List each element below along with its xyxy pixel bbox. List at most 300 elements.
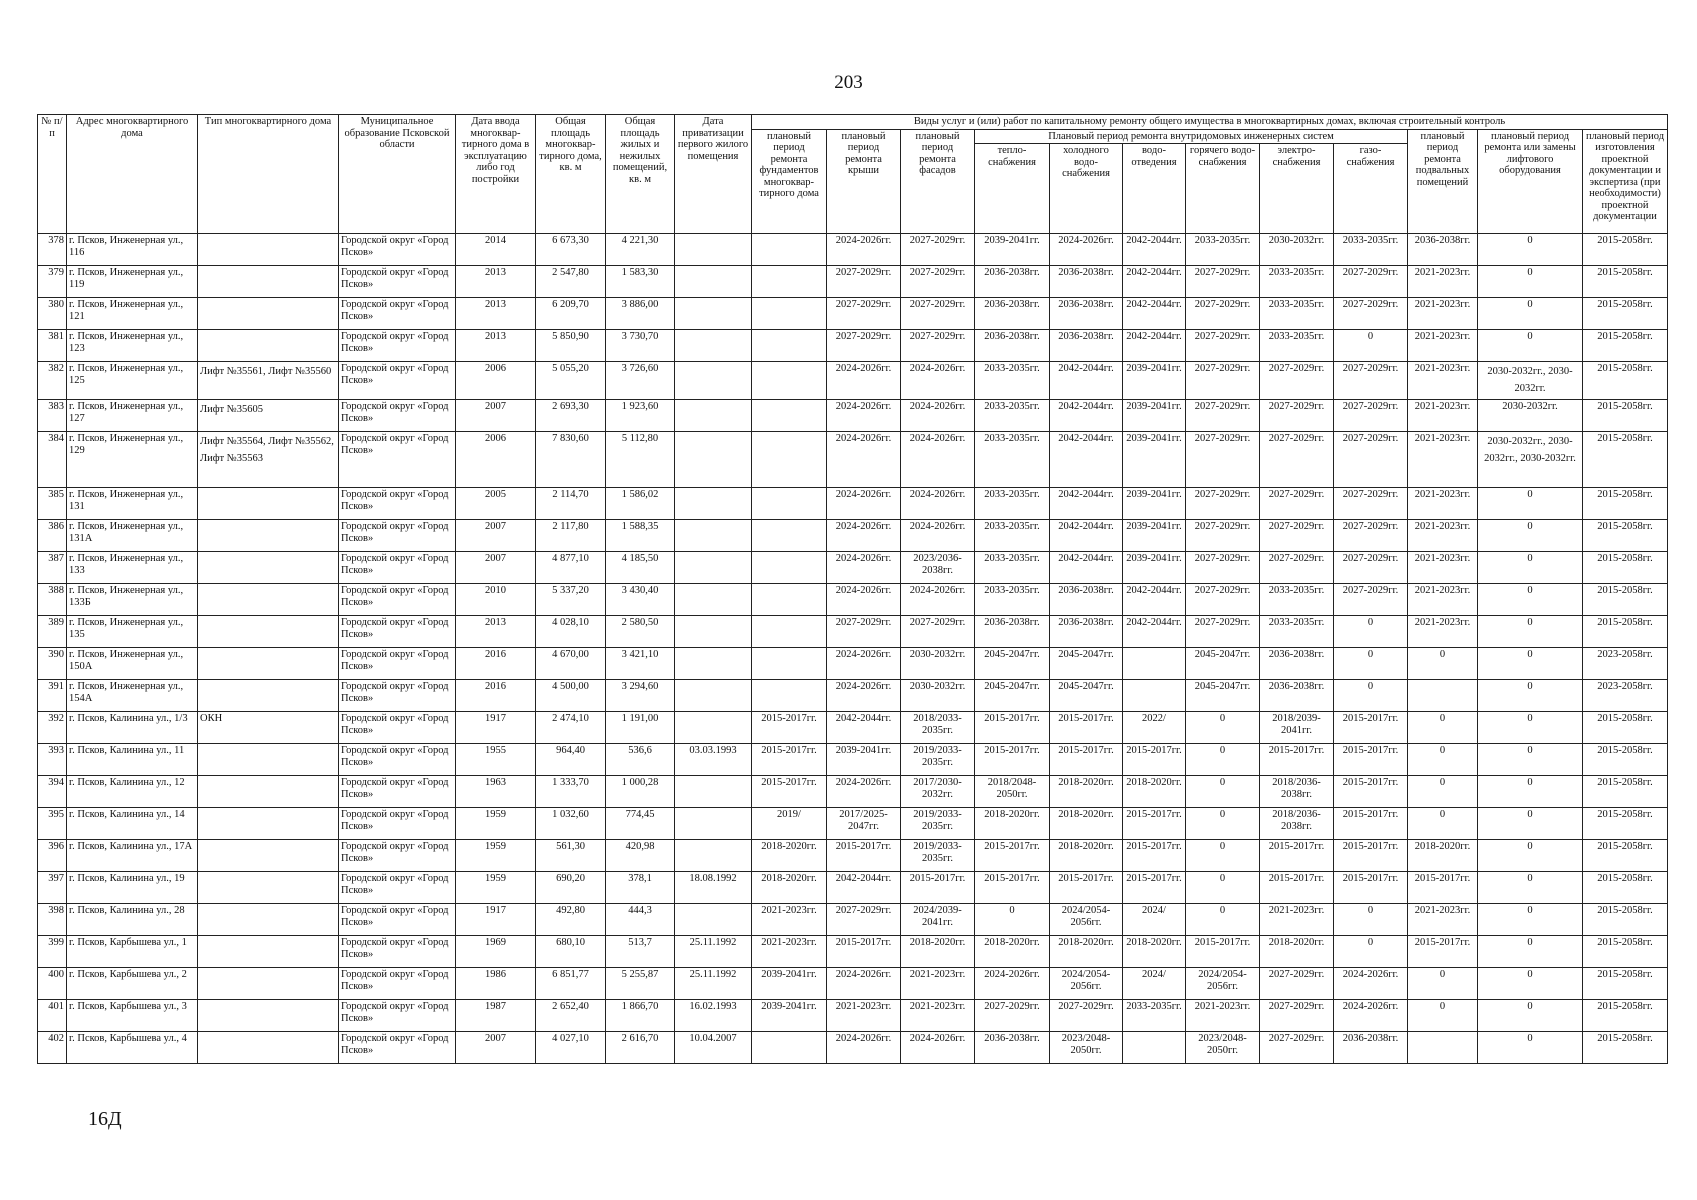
cell-gas: 2015-2017гг. [1334,712,1408,744]
cell-cold-water: 2042-2044гг. [1050,362,1123,400]
cell-facade: 2017/2030-2032гг. [901,776,975,808]
cell-total-area: 2 474,10 [536,712,606,744]
cell-basement: 2021-2023гг. [1408,400,1478,432]
cell-elevator: 2030-2032гг., 2030-2032гг. [1478,362,1583,400]
cell-total-area: 1 333,70 [536,776,606,808]
cell-address: г. Псков, Инженерная ул., 150А [67,648,198,680]
cell-cold-water: 2015-2017гг. [1050,872,1123,904]
header-address: Адрес многоквартирного дома [67,115,198,234]
cell-roof: 2042-2044гг. [827,872,901,904]
cell-facade: 2021-2023гг. [901,1000,975,1032]
cell-hot-water: 2027-2029гг. [1186,520,1260,552]
cell-heat: 0 [975,904,1050,936]
cell-facade: 2018-2020гг. [901,936,975,968]
cell-electric: 2027-2029гг. [1260,552,1334,584]
cell-num: 388 [38,584,67,616]
cell-hot-water: 2027-2029гг. [1186,552,1260,584]
cell-num: 392 [38,712,67,744]
cell-foundation [752,298,827,330]
cell-elevator: 0 [1478,904,1583,936]
header-num: № п/п [38,115,67,234]
cell-cold-water: 2036-2038гг. [1050,330,1123,362]
cell-total-area: 5 337,20 [536,584,606,616]
header-gas: газо-снабжения [1334,144,1408,234]
cell-roof: 2039-2041гг. [827,744,901,776]
cell-address: г. Псков, Инженерная ул., 154А [67,680,198,712]
cell-basement [1408,680,1478,712]
cell-privatization: 25.11.1992 [675,968,752,1000]
cell-total-area: 2 117,80 [536,520,606,552]
cell-gas: 2027-2029гг. [1334,552,1408,584]
cell-foundation [752,362,827,400]
cell-sewer: 2039-2041гг. [1123,432,1186,488]
cell-type [198,776,339,808]
cell-privatization [675,400,752,432]
header-municipality: Муниципальное образование Псковской области [339,115,456,234]
cell-elevator: 0 [1478,808,1583,840]
cell-hot-water: 2045-2047гг. [1186,648,1260,680]
cell-heat: 2033-2035гг. [975,400,1050,432]
cell-type [198,520,339,552]
header-facade: плановый период ремонта фасадов [901,129,975,234]
cell-roof: 2024-2026гг. [827,362,901,400]
cell-documentation: 2015-2058гг. [1583,840,1668,872]
cell-heat: 2015-2017гг. [975,744,1050,776]
cell-year: 1969 [456,936,536,968]
cell-hot-water: 2015-2017гг. [1186,936,1260,968]
cell-roof: 2021-2023гг. [827,1000,901,1032]
header-cold-water: холодного водо-снабжения [1050,144,1123,234]
cell-hot-water: 0 [1186,744,1260,776]
cell-heat: 2033-2035гг. [975,362,1050,400]
cell-sewer: 2015-2017гг. [1123,840,1186,872]
cell-roof: 2024-2026гг. [827,234,901,266]
cell-elevator: 0 [1478,840,1583,872]
cell-electric: 2027-2029гг. [1260,362,1334,400]
cell-heat: 2033-2035гг. [975,432,1050,488]
cell-gas: 2027-2029гг. [1334,400,1408,432]
cell-hot-water: 2027-2029гг. [1186,616,1260,648]
cell-roof: 2024-2026гг. [827,776,901,808]
cell-basement: 0 [1408,968,1478,1000]
cell-elevator: 0 [1478,330,1583,362]
cell-municipality: Городской округ «Город Псков» [339,432,456,488]
cell-documentation: 2015-2058гг. [1583,266,1668,298]
cell-year: 1986 [456,968,536,1000]
cell-living-area: 3 421,10 [606,648,675,680]
cell-sewer [1123,680,1186,712]
cell-gas: 2015-2017гг. [1334,872,1408,904]
cell-gas: 2027-2029гг. [1334,432,1408,488]
cell-elevator: 0 [1478,234,1583,266]
cell-documentation: 2015-2058гг. [1583,330,1668,362]
cell-hot-water: 2033-2035гг. [1186,234,1260,266]
header-total-area: Общая площадь многоквар-тирного дома, кв. м [536,115,606,234]
cell-type [198,488,339,520]
capital-repair-register-table [37,114,1668,1064]
cell-elevator: 0 [1478,520,1583,552]
cell-foundation [752,520,827,552]
cell-address: г. Псков, Инженерная ул., 121 [67,298,198,330]
cell-sewer: 2033-2035гг. [1123,1000,1186,1032]
cell-facade: 2019/2033-2035гг. [901,808,975,840]
cell-type [198,1000,339,1032]
cell-municipality: Городской округ «Город Псков» [339,968,456,1000]
cell-cold-water: 2018-2020гг. [1050,776,1123,808]
cell-gas: 2024-2026гг. [1334,968,1408,1000]
cell-hot-water: 0 [1186,904,1260,936]
cell-privatization: 18.08.1992 [675,872,752,904]
table-row [38,776,1668,808]
cell-heat: 2033-2035гг. [975,520,1050,552]
cell-address: г. Псков, Инженерная ул., 119 [67,266,198,298]
cell-electric: 2018/2036-2038гг. [1260,776,1334,808]
cell-sewer: 2024/ [1123,968,1186,1000]
cell-foundation [752,432,827,488]
cell-roof: 2024-2026гг. [827,968,901,1000]
cell-privatization [675,298,752,330]
cell-heat: 2018-2020гг. [975,808,1050,840]
cell-roof: 2024-2026гг. [827,680,901,712]
cell-municipality: Городской округ «Город Псков» [339,1000,456,1032]
cell-roof: 2024-2026гг. [827,432,901,488]
cell-heat: 2015-2017гг. [975,840,1050,872]
cell-foundation [752,648,827,680]
cell-municipality: Городской округ «Город Псков» [339,840,456,872]
page-number: 203 [834,72,863,93]
cell-year: 2013 [456,298,536,330]
cell-electric: 2027-2029гг. [1260,432,1334,488]
cell-year: 1987 [456,1000,536,1032]
header-documentation: плановый период изготовления проектной документации и экспертиза (при необходимости) проектной документации [1583,129,1668,234]
cell-privatization: 16.02.1993 [675,1000,752,1032]
cell-year: 2006 [456,432,536,488]
cell-documentation: 2015-2058гг. [1583,432,1668,488]
cell-sewer: 2042-2044гг. [1123,234,1186,266]
cell-type: Лифт №35561, Лифт №35560 [198,362,339,400]
cell-gas: 2015-2017гг. [1334,744,1408,776]
cell-foundation: 2018-2020гг. [752,872,827,904]
cell-electric: 2033-2035гг. [1260,584,1334,616]
cell-facade: 2027-2029гг. [901,330,975,362]
header-roof: плановый период ремонта крыши [827,129,901,234]
cell-privatization [675,362,752,400]
cell-electric: 2033-2035гг. [1260,266,1334,298]
cell-municipality: Городской округ «Город Псков» [339,400,456,432]
cell-type [198,584,339,616]
cell-basement: 2018-2020гг. [1408,840,1478,872]
cell-documentation: 2015-2058гг. [1583,936,1668,968]
cell-type [198,330,339,362]
cell-privatization: 10.04.2007 [675,1032,752,1064]
header-living-area: Общая площадь жилых и нежилых помещений, кв. м [606,115,675,234]
cell-privatization [675,266,752,298]
header-commission-date: Дата ввода многоквар-тирного дома в эксплуатацию либо год постройки [456,115,536,234]
cell-num: 390 [38,648,67,680]
cell-electric: 2021-2023гг. [1260,904,1334,936]
cell-num: 402 [38,1032,67,1064]
cell-privatization [675,680,752,712]
cell-electric: 2036-2038гг. [1260,648,1334,680]
table-row [38,744,1668,776]
cell-cold-water: 2015-2017гг. [1050,744,1123,776]
cell-year: 1917 [456,712,536,744]
cell-num: 383 [38,400,67,432]
cell-foundation [752,1032,827,1064]
footer-code: 16Д [88,1108,122,1130]
cell-facade: 2024-2026гг. [901,488,975,520]
cell-facade: 2024-2026гг. [901,584,975,616]
cell-year: 1959 [456,840,536,872]
cell-elevator: 0 [1478,712,1583,744]
cell-gas: 2015-2017гг. [1334,840,1408,872]
cell-heat: 2045-2047гг. [975,680,1050,712]
cell-municipality: Городской округ «Город Псков» [339,552,456,584]
cell-privatization [675,584,752,616]
cell-num: 386 [38,520,67,552]
cell-documentation: 2015-2058гг. [1583,744,1668,776]
cell-hot-water: 2027-2029гг. [1186,298,1260,330]
header-heat: тепло-снабжения [975,144,1050,234]
cell-basement: 0 [1408,744,1478,776]
cell-total-area: 6 209,70 [536,298,606,330]
cell-year: 1959 [456,808,536,840]
cell-year: 2013 [456,330,536,362]
cell-type [198,234,339,266]
cell-roof: 2042-2044гг. [827,712,901,744]
cell-electric: 2018/2036-2038гг. [1260,808,1334,840]
cell-type: Лифт №35605 [198,400,339,432]
cell-sewer: 2039-2041гг. [1123,488,1186,520]
cell-facade: 2027-2029гг. [901,616,975,648]
cell-cold-water: 2042-2044гг. [1050,552,1123,584]
cell-year: 1917 [456,904,536,936]
cell-total-area: 4 500,00 [536,680,606,712]
cell-documentation: 2015-2058гг. [1583,400,1668,432]
cell-total-area: 7 830,60 [536,432,606,488]
cell-facade: 2027-2029гг. [901,234,975,266]
cell-living-area: 774,45 [606,808,675,840]
cell-roof: 2024-2026гг. [827,488,901,520]
cell-basement: 0 [1408,1000,1478,1032]
table-row [38,520,1668,552]
cell-address: г. Псков, Инженерная ул., 133Б [67,584,198,616]
table-row [38,712,1668,744]
cell-heat: 2015-2017гг. [975,872,1050,904]
cell-basement: 2015-2017гг. [1408,936,1478,968]
cell-facade: 2024-2026гг. [901,520,975,552]
cell-basement: 2021-2023гг. [1408,362,1478,400]
cell-gas: 2015-2017гг. [1334,776,1408,808]
table-row [38,552,1668,584]
cell-living-area: 3 294,60 [606,680,675,712]
cell-type: ОКН [198,712,339,744]
cell-elevator: 0 [1478,552,1583,584]
cell-gas: 0 [1334,936,1408,968]
cell-privatization [675,776,752,808]
cell-hot-water: 2027-2029гг. [1186,400,1260,432]
cell-sewer: 2018-2020гг. [1123,776,1186,808]
cell-privatization [675,488,752,520]
cell-living-area: 444,3 [606,904,675,936]
cell-total-area: 680,10 [536,936,606,968]
cell-facade: 2023/2036-2038гг. [901,552,975,584]
cell-privatization [675,234,752,266]
cell-address: г. Псков, Калинина ул., 12 [67,776,198,808]
cell-hot-water: 2045-2047гг. [1186,680,1260,712]
header-basement: плановый период ремонта подвальных помещений [1408,129,1478,234]
cell-gas: 2027-2029гг. [1334,266,1408,298]
cell-cold-water: 2036-2038гг. [1050,266,1123,298]
table-row [38,808,1668,840]
cell-roof: 2027-2029гг. [827,330,901,362]
cell-num: 385 [38,488,67,520]
cell-address: г. Псков, Калинина ул., 17А [67,840,198,872]
cell-elevator: 0 [1478,1032,1583,1064]
cell-sewer: 2039-2041гг. [1123,362,1186,400]
cell-total-area: 690,20 [536,872,606,904]
cell-documentation: 2015-2058гг. [1583,1032,1668,1064]
cell-foundation [752,488,827,520]
cell-sewer: 2015-2017гг. [1123,808,1186,840]
header-hot-water: горячего водо-снабжения [1186,144,1260,234]
cell-sewer: 2039-2041гг. [1123,520,1186,552]
cell-num: 378 [38,234,67,266]
cell-num: 397 [38,872,67,904]
table-row [38,234,1668,266]
cell-cold-water: 2018-2020гг. [1050,936,1123,968]
cell-type [198,552,339,584]
cell-year: 1955 [456,744,536,776]
cell-privatization [675,712,752,744]
cell-elevator: 0 [1478,968,1583,1000]
cell-living-area: 420,98 [606,840,675,872]
cell-foundation [752,234,827,266]
cell-foundation: 2039-2041гг. [752,1000,827,1032]
cell-sewer: 2039-2041гг. [1123,552,1186,584]
cell-municipality: Городской округ «Город Псков» [339,680,456,712]
cell-total-area: 2 547,80 [536,266,606,298]
cell-living-area: 3 430,40 [606,584,675,616]
cell-gas: 0 [1334,904,1408,936]
cell-municipality: Городской округ «Город Псков» [339,362,456,400]
cell-heat: 2036-2038гг. [975,298,1050,330]
cell-roof: 2024-2026гг. [827,648,901,680]
cell-sewer [1123,648,1186,680]
cell-municipality: Городской округ «Город Псков» [339,616,456,648]
cell-type [198,298,339,330]
header-foundation: плановый период ремонта фундаментов многоквар-тирного дома [752,129,827,234]
cell-cold-water: 2024/2054-2056гг. [1050,904,1123,936]
cell-num: 396 [38,840,67,872]
cell-sewer [1123,1032,1186,1064]
cell-num: 384 [38,432,67,488]
cell-num: 379 [38,266,67,298]
header-privatization-date: Дата приватизации первого жилого помещения [675,115,752,234]
cell-address: г. Псков, Карбышева ул., 2 [67,968,198,1000]
cell-municipality: Городской округ «Город Псков» [339,488,456,520]
cell-address: г. Псков, Инженерная ул., 131А [67,520,198,552]
cell-facade: 2027-2029гг. [901,266,975,298]
cell-documentation: 2015-2058гг. [1583,488,1668,520]
cell-foundation: 2019/ [752,808,827,840]
cell-hot-water: 0 [1186,776,1260,808]
cell-roof: 2027-2029гг. [827,266,901,298]
cell-total-area: 5 055,20 [536,362,606,400]
cell-basement: 2021-2023гг. [1408,616,1478,648]
cell-sewer: 2022/ [1123,712,1186,744]
cell-elevator: 2030-2032гг., 2030-2032гг., 2030-2032гг. [1478,432,1583,488]
cell-elevator: 0 [1478,776,1583,808]
cell-privatization [675,648,752,680]
cell-basement [1408,1032,1478,1064]
cell-cold-water: 2045-2047гг. [1050,680,1123,712]
table-row [38,680,1668,712]
cell-living-area: 4 221,30 [606,234,675,266]
cell-documentation: 2023-2058гг. [1583,680,1668,712]
cell-documentation: 2015-2058гг. [1583,520,1668,552]
cell-living-area: 3 886,00 [606,298,675,330]
cell-documentation: 2015-2058гг. [1583,904,1668,936]
cell-foundation [752,552,827,584]
cell-elevator: 0 [1478,872,1583,904]
cell-total-area: 4 877,10 [536,552,606,584]
cell-hot-water: 2027-2029гг. [1186,432,1260,488]
cell-electric: 2015-2017гг. [1260,744,1334,776]
cell-address: г. Псков, Инженерная ул., 135 [67,616,198,648]
cell-foundation [752,616,827,648]
cell-documentation: 2015-2058гг. [1583,584,1668,616]
cell-living-area: 1 923,60 [606,400,675,432]
cell-facade: 2024-2026гг. [901,432,975,488]
cell-basement: 2021-2023гг. [1408,904,1478,936]
cell-cold-water: 2036-2038гг. [1050,298,1123,330]
cell-foundation: 2021-2023гг. [752,904,827,936]
cell-address: г. Псков, Калинина ул., 19 [67,872,198,904]
cell-sewer: 2039-2041гг. [1123,400,1186,432]
table-row [38,648,1668,680]
header-type: Тип многоквартирного дома [198,115,339,234]
cell-roof: 2024-2026гг. [827,552,901,584]
cell-gas: 2027-2029гг. [1334,488,1408,520]
cell-sewer: 2024/ [1123,904,1186,936]
cell-living-area: 3 730,70 [606,330,675,362]
cell-cold-water: 2015-2017гг. [1050,712,1123,744]
cell-sewer: 2042-2044гг. [1123,616,1186,648]
cell-cold-water: 2036-2038гг. [1050,584,1123,616]
cell-living-area: 5 255,87 [606,968,675,1000]
cell-address: г. Псков, Инженерная ул., 127 [67,400,198,432]
cell-documentation: 2015-2058гг. [1583,776,1668,808]
cell-living-area: 513,7 [606,936,675,968]
cell-year: 2007 [456,552,536,584]
cell-foundation: 2015-2017гг. [752,712,827,744]
cell-roof: 2024-2026гг. [827,1032,901,1064]
cell-year: 2010 [456,584,536,616]
cell-year: 2006 [456,362,536,400]
cell-year: 2014 [456,234,536,266]
cell-total-area: 2 114,70 [536,488,606,520]
cell-electric: 2027-2029гг. [1260,1032,1334,1064]
cell-living-area: 1 583,30 [606,266,675,298]
cell-address: г. Псков, Калинина ул., 1/3 [67,712,198,744]
cell-cold-water: 2024-2026гг. [1050,234,1123,266]
cell-total-area: 4 670,00 [536,648,606,680]
cell-documentation: 2015-2058гг. [1583,298,1668,330]
cell-roof: 2015-2017гг. [827,840,901,872]
cell-foundation: 2015-2017гг. [752,776,827,808]
header-engineering-group: Плановый период ремонта внутридомовых инженерных систем [975,129,1408,144]
